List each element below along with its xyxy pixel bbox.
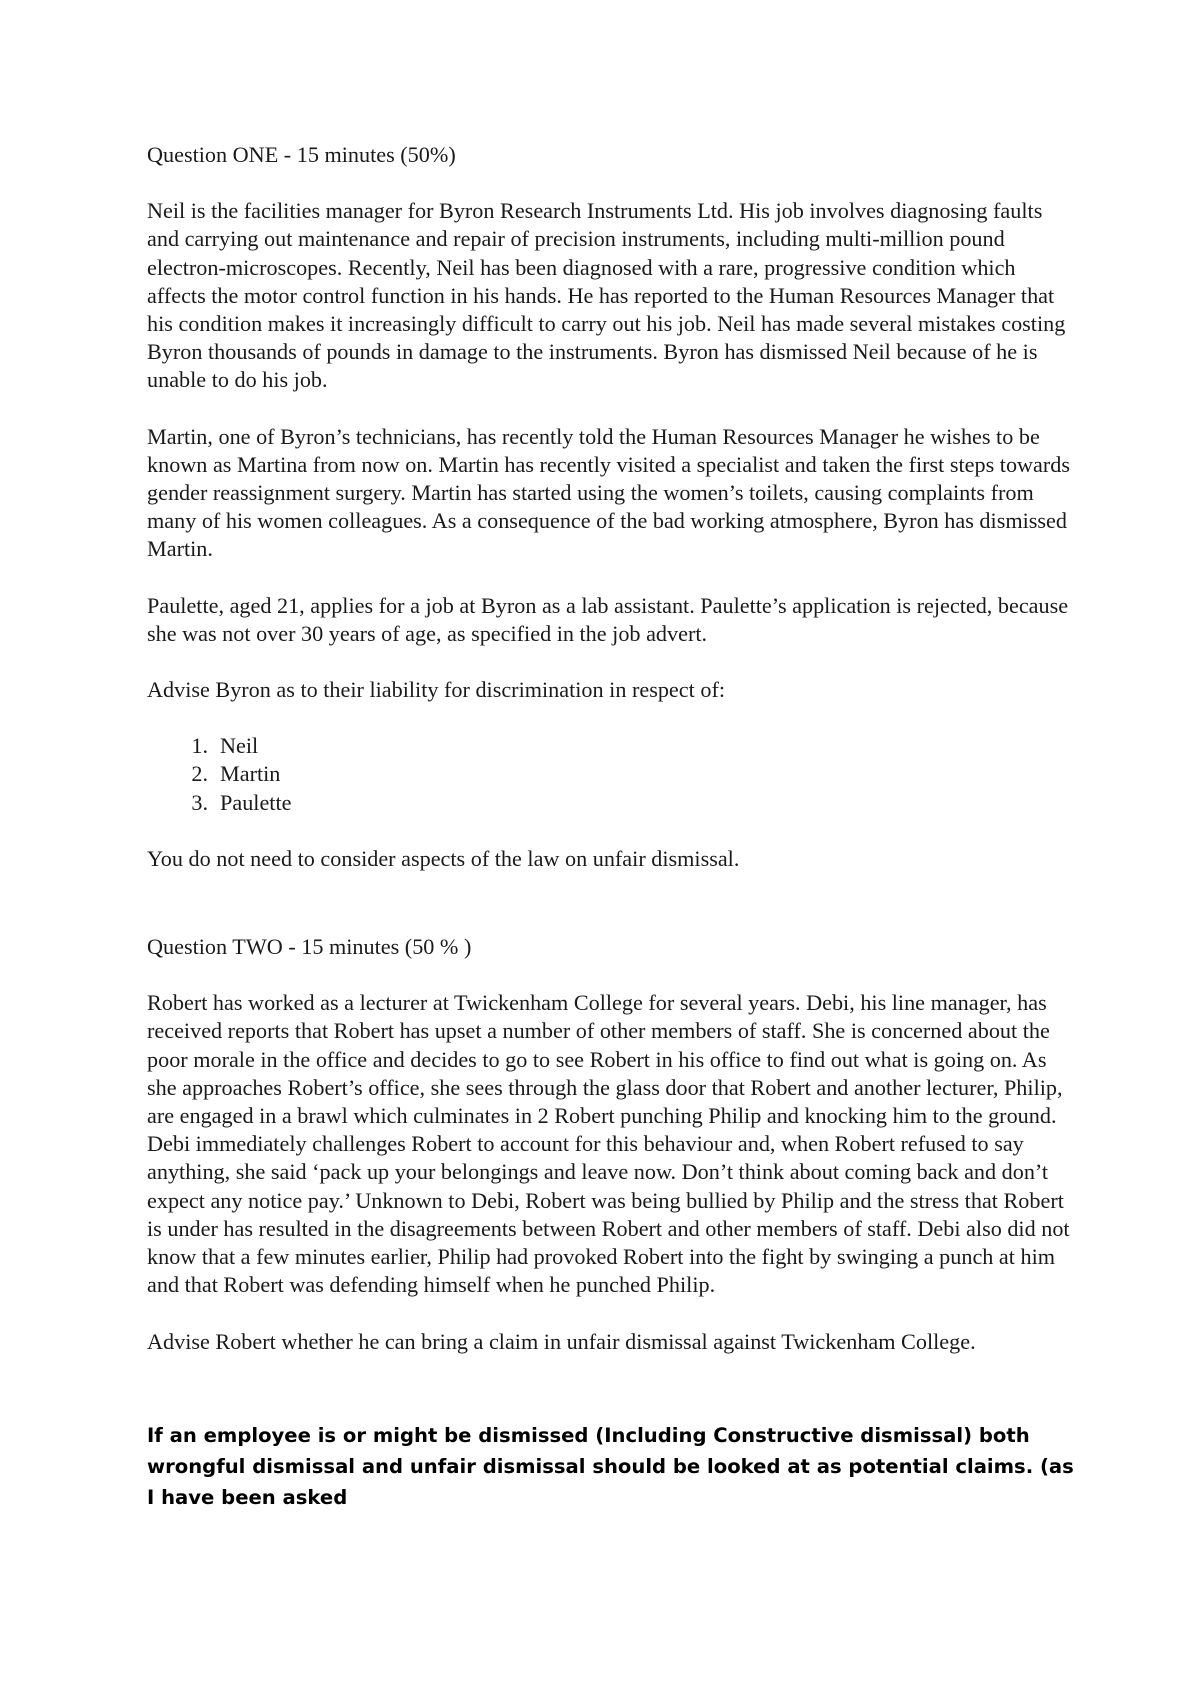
dismissal-note: If an employee is or might be dismissed (Including Constructive dismissal) both wrongful dismissal and unfair dismissal should be looked at as potential claims. (as I have been asked	[147, 1423, 1074, 1509]
list-item-number: 2.	[191, 761, 208, 787]
list-item-number: 1.	[191, 733, 208, 759]
list-item	[147, 732, 1077, 760]
question-one-paragraph-neil: Neil is the facilities manager for Byron Research Instruments Ltd. His job involves diagnosing faults and carrying out maintenance and repair of precision instruments, including multi-million pound electron-microscopes. Recently, Neil has been diagnosed with a rare, progressive condition which affects the motor control function in his hands. He has reported to the Human Resources Manager that his condition makes it increasingly difficult to carry out his job. Neil has made several mistakes costing Byron thousands of pounds in damage to the instruments. Byron has dismissed Neil because of he is unable to do his job.	[147, 198, 1066, 393]
question-one-paragraph-martin: Martin, one of Byron’s technicians, has recently told the Human Resources Manager he wishes to be known as Martina from now on. Martin has recently visited a specialist and taken the first steps towards gender reassignment surgery. Martin has started using the women’s toilets, causing complaints from many of his women colleagues. As a consequence of the bad working atmosphere, Byron has dismissed Martin.	[147, 423, 1071, 562]
list-item-text: Paulette	[220, 789, 292, 815]
list-item-text: Neil	[220, 733, 259, 759]
question-two-instruction: Advise Robert whether he can bring a claim in unfair dismissal against Twickenham College.	[147, 1328, 976, 1354]
list-item	[147, 789, 1077, 817]
list-item-text: Martin	[220, 761, 281, 787]
question-one-heading: Question ONE - 15 minutes (50%)	[147, 142, 456, 167]
question-one-closing: You do not need to consider aspects of the law on unfair dismissal.	[147, 845, 740, 871]
document-body	[147, 141, 1077, 1513]
question-one-paragraph-paulette: Paulette, aged 21, applies for a job at Byron as a lab assistant. Paulette’s application is rejected, because she was not over 30 years of age, as specified in the job advert.	[147, 592, 1069, 646]
question-one-list	[147, 732, 1077, 817]
list-item-number: 3.	[191, 789, 208, 815]
question-two-paragraph-robert: Robert has worked as a lecturer at Twickenham College for several years. Debi, his line manager, has received reports that Robert has upset a number of other members of staff. She is concerned about the poor morale in the office and decides to go to see Robert in his office to find out what is going on. As she approaches Robert’s office, she sees through the glass door that Robert and another lecturer, Philip, are engaged in a brawl which culminates in 2 Robert punching Philip and knocking him to the ground. Debi immediately challenges Robert to account for this behaviour and, when Robert refused to say anything, she said ‘pack up your belongings and leave now. Don’t think about coming back and don’t expect any notice pay.’ Unknown to Debi, Robert was being bullied by Philip and the stress that Robert is under has resulted in the disagreements between Robert and other members of staff. Debi also did not know that a few minutes earlier, Philip had provoked Robert into the fight by swinging a punch at him and that Robert was defending himself when he punched Philip.	[147, 990, 1070, 1298]
section-spacer	[147, 873, 1077, 933]
question-two-heading: Question TWO - 15 minutes (50 % )	[147, 934, 472, 960]
list-item	[147, 760, 1077, 788]
question-one-instruction: Advise Byron as to their liability for discrimination in respect of:	[147, 677, 725, 703]
